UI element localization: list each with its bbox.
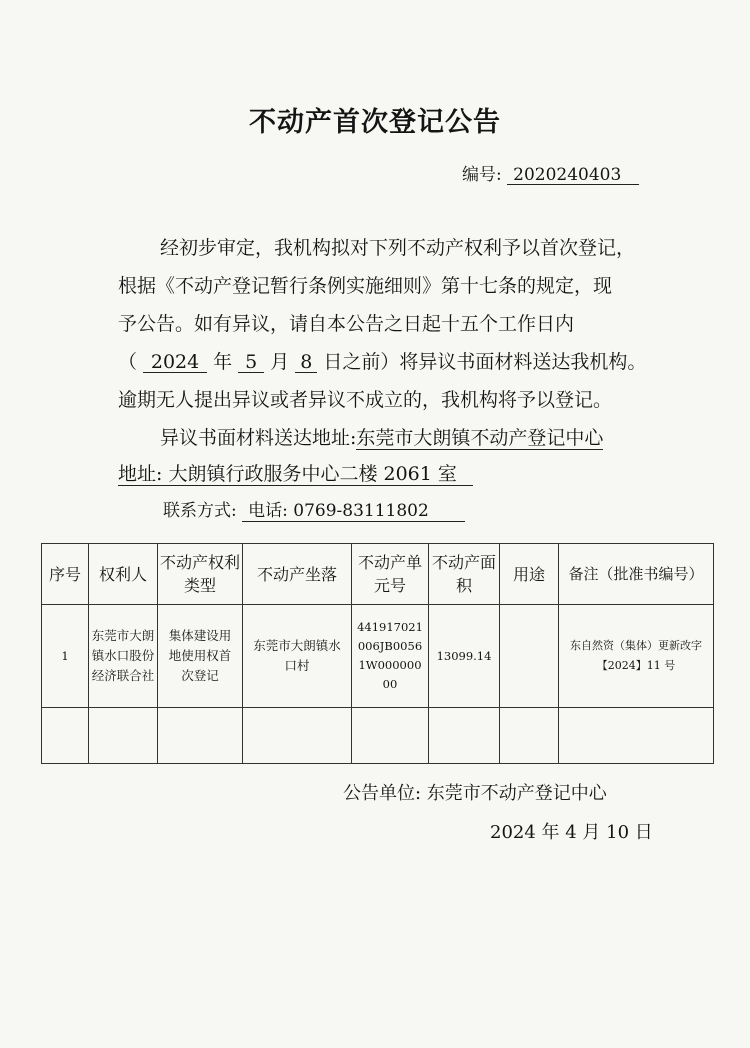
objection-address-line [118,462,473,486]
cell-location: 东莞市大朗镇水口村 [243,605,352,708]
deadline-tail: 日之前）将异议书面材料送达我机构。 [323,351,647,373]
deadline-month: 5 [238,352,264,373]
empty-cell [158,708,243,764]
col-header-no: 序号 [42,544,89,605]
col-header-unit-no: 不动产单元号 [352,544,429,605]
serial-label: 编号: [462,165,502,185]
empty-cell [42,708,89,764]
body-line-4 [118,350,646,374]
empty-cell [352,708,429,764]
col-header-remark: 备注（批准书编号） [559,544,714,605]
body-line-3: 予公告。如有异议，请自本公告之日起十五个工作日内 [118,313,575,335]
deadline-day: 8 [295,352,317,373]
serial-value: 2020240403 [507,166,639,185]
contact-phone: 电话: 0769-83111802 [242,501,465,522]
col-header-usage: 用途 [500,544,559,605]
objection-address: 地址: 大朗镇行政服务中心二楼 2061 室 [118,463,473,486]
empty-cell [559,708,714,764]
deadline-year-unit: 年 [213,351,233,373]
contact-label: 联系方式: [163,501,237,521]
page-title: 不动产首次登记公告 [249,107,501,138]
objection-line [160,426,603,450]
body-line-1: 经初步审定，我机构拟对下列不动产权利予以首次登记， [160,237,636,259]
deadline-year: 2024 [143,352,207,373]
issue-date: 2024 年 4 月 10 日 [490,822,653,843]
deadline-open: （ [118,351,138,373]
objection-org: 东莞市大朗镇不动产登记中心 [356,427,604,449]
empty-cell [429,708,500,764]
cell-remark: 东自然资（集体）更新改字【2024】11 号 [559,605,714,708]
cell-area: 13099.14 [429,605,500,708]
empty-cell [243,708,352,764]
body-line-5: 逾期无人提出异议或者异议不成立的，我机构将予以登记。 [118,389,613,411]
cell-usage [500,605,559,708]
body-line-2: 根据《不动产登记暂行条例实施细则》第十七条的规定，现 [118,275,613,297]
cell-right-type: 集体建设用地使用权首次登记 [158,605,243,708]
cell-holder: 东莞市大朗镇水口股份经济联合社 [89,605,158,708]
cell-unit-no: 441917021006JB00561W00000000 [352,605,429,708]
empty-cell [500,708,559,764]
table-header-row [42,544,714,605]
col-header-right-type: 不动产权利类型 [158,544,243,605]
serial-number [462,160,639,185]
table-row-empty [42,708,714,764]
col-header-location: 不动产坐落 [243,544,352,605]
empty-cell [89,708,158,764]
table-row [42,605,714,708]
objection-label: 异议书面材料送达地址: [160,427,357,449]
registration-table [41,543,714,764]
issuing-unit: 公告单位: 东莞市不动产登记中心 [343,783,607,804]
contact-line [163,499,465,523]
deadline-month-unit: 月 [270,351,290,373]
cell-no: 1 [42,605,89,708]
col-header-area: 不动产面积 [429,544,500,605]
col-header-holder: 权利人 [89,544,158,605]
